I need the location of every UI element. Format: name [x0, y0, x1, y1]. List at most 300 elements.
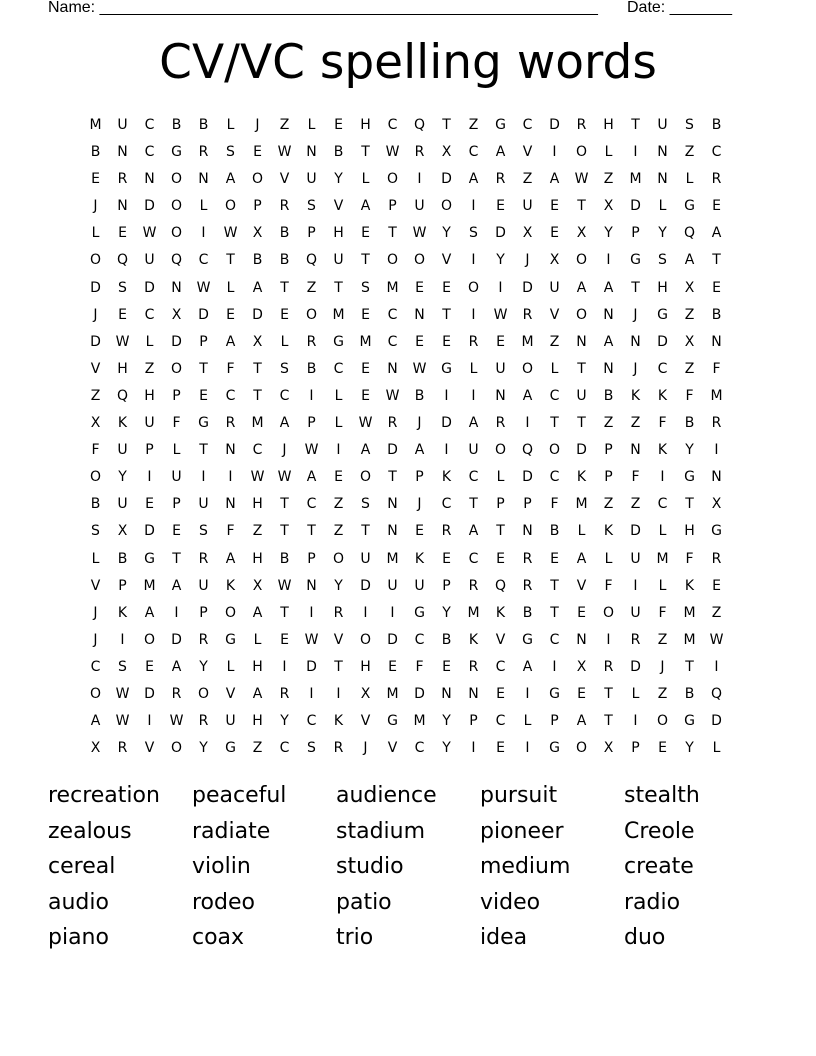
grid-letter: R — [495, 171, 506, 188]
grid-letter: C — [657, 360, 668, 377]
grid-letter: Y — [199, 740, 208, 757]
grid-letter: G — [711, 523, 722, 540]
grid-letter: E — [361, 360, 370, 377]
grid-letter: A — [684, 252, 695, 269]
word-bank-item: cereal — [48, 854, 116, 880]
grid-letter: B — [252, 252, 263, 269]
grid-letter: B — [441, 631, 452, 648]
grid-letter: J — [417, 496, 422, 513]
grid-letter: E — [388, 658, 397, 675]
grid-letter: D — [387, 442, 398, 459]
grid-letter: O — [575, 306, 588, 323]
grid-letter: D — [495, 225, 506, 242]
grid-letter: I — [552, 144, 557, 161]
grid-letter: D — [144, 523, 155, 540]
grid-letter: O — [197, 685, 210, 702]
grid-letter: I — [633, 577, 638, 594]
grid-letter: I — [444, 442, 449, 459]
grid-letter: T — [469, 496, 478, 513]
grid-letter: I — [228, 469, 233, 486]
grid-letter: R — [441, 523, 452, 540]
grid-letter: Z — [630, 415, 641, 432]
grid-letter: A — [252, 604, 263, 621]
grid-letter: L — [91, 225, 100, 242]
grid-letter: V — [279, 171, 290, 188]
grid-letter: T — [685, 658, 694, 675]
grid-letter: C — [279, 740, 290, 757]
grid-letter: I — [552, 658, 557, 675]
grid-letter: L — [712, 740, 721, 757]
grid-letter: R — [711, 550, 722, 567]
grid-letter: Q — [710, 685, 723, 702]
grid-letter: E — [118, 306, 127, 323]
grid-letter: K — [225, 577, 236, 594]
grid-letter: A — [252, 685, 263, 702]
grid-letter: D — [252, 306, 263, 323]
grid-letter: O — [413, 252, 426, 269]
grid-letter: B — [279, 225, 290, 242]
grid-letter: P — [145, 442, 154, 459]
grid-letter: E — [361, 225, 370, 242]
grid-letter: W — [385, 387, 400, 404]
grid-letter: K — [576, 469, 587, 486]
grid-letter: I — [714, 442, 719, 459]
word-bank-item: radio — [624, 889, 681, 915]
grid-letter: O — [521, 360, 534, 377]
grid-letter: I — [525, 685, 530, 702]
grid-letter: O — [332, 550, 345, 567]
grid-letter: L — [334, 415, 343, 432]
grid-letter: U — [387, 577, 398, 594]
grid-letter: J — [525, 252, 530, 269]
grid-letter: L — [685, 171, 694, 188]
grid-letter: N — [495, 387, 506, 404]
grid-letter: R — [171, 685, 182, 702]
grid-letter: F — [226, 523, 235, 540]
grid-letter: B — [549, 523, 560, 540]
grid-letter: C — [414, 740, 425, 757]
grid-letter: G — [522, 631, 533, 648]
grid-letter: H — [252, 713, 263, 730]
grid-letter: E — [199, 387, 208, 404]
grid-letter: W — [196, 279, 211, 296]
grid-letter: E — [496, 198, 505, 215]
grid-letter: W — [493, 306, 508, 323]
grid-letter: N — [576, 333, 587, 350]
grid-letter: F — [226, 360, 235, 377]
grid-letter: T — [280, 604, 289, 621]
grid-letter: A — [468, 171, 479, 188]
grid-letter: O — [440, 198, 453, 215]
grid-letter: W — [304, 631, 319, 648]
grid-letter: G — [414, 604, 425, 621]
grid-letter: R — [414, 144, 425, 161]
grid-letter: B — [333, 144, 344, 161]
grid-letter: L — [658, 198, 667, 215]
grid-letter: K — [630, 387, 641, 404]
grid-letter: Z — [630, 496, 641, 513]
grid-letter: L — [199, 198, 208, 215]
grid-letter: A — [603, 279, 614, 296]
grid-letter: G — [684, 713, 695, 730]
grid-letter: W — [304, 442, 319, 459]
grid-letter: U — [549, 279, 560, 296]
grid-letter: W — [115, 333, 130, 350]
grid-letter: B — [603, 387, 614, 404]
grid-letter: L — [172, 442, 181, 459]
word-bank-item: stadium — [336, 818, 426, 844]
grid-letter: W — [250, 469, 265, 486]
grid-letter: Q — [521, 442, 534, 459]
grid-letter: D — [144, 279, 155, 296]
grid-letter: W — [412, 225, 427, 242]
grid-letter: O — [575, 144, 588, 161]
grid-letter: C — [549, 631, 560, 648]
grid-letter: H — [684, 523, 695, 540]
grid-letter: X — [441, 144, 452, 161]
grid-letter: R — [333, 740, 344, 757]
grid-letter: O — [170, 198, 183, 215]
grid-letter: K — [414, 550, 425, 567]
grid-letter: K — [333, 713, 344, 730]
grid-letter: R — [603, 658, 614, 675]
grid-letter: U — [630, 604, 641, 621]
grid-letter: T — [712, 252, 721, 269]
grid-letter: C — [468, 469, 479, 486]
word-bank-item: coax — [192, 925, 245, 951]
grid-letter: E — [712, 279, 721, 296]
grid-letter: R — [225, 415, 236, 432]
grid-letter: G — [630, 252, 641, 269]
grid-letter: Z — [684, 144, 695, 161]
grid-letter: M — [386, 550, 399, 567]
grid-letter: I — [471, 740, 476, 757]
grid-letter: G — [684, 198, 695, 215]
grid-letter: B — [684, 415, 695, 432]
grid-letter: F — [658, 604, 667, 621]
word-bank-item: pursuit — [480, 783, 558, 808]
grid-letter: N — [711, 333, 722, 350]
grid-letter: E — [496, 740, 505, 757]
grid-letter: O — [89, 252, 102, 269]
grid-letter: C — [198, 252, 209, 269]
grid-letter: M — [575, 496, 588, 513]
grid-letter: M — [683, 631, 696, 648]
grid-letter: P — [307, 550, 316, 567]
grid-letter: X — [549, 252, 560, 269]
grid-letter: Z — [279, 117, 290, 133]
grid-letter: O — [467, 279, 480, 296]
grid-letter: R — [333, 604, 344, 621]
grid-letter: U — [225, 713, 236, 730]
word-bank-item: violin — [192, 854, 251, 880]
grid-letter: Z — [549, 333, 560, 350]
grid-letter: R — [468, 577, 479, 594]
grid-letter: G — [171, 144, 182, 161]
grid-letter: M — [629, 171, 642, 188]
date-field-label: Date: _______ — [627, 0, 732, 16]
grid-letter: I — [606, 631, 611, 648]
grid-letter: Z — [603, 496, 614, 513]
grid-letter: A — [522, 658, 533, 675]
grid-letter: P — [199, 604, 208, 621]
grid-letter: G — [657, 306, 668, 323]
grid-letter: P — [172, 387, 181, 404]
grid-letter: S — [361, 279, 370, 296]
grid-letter: B — [171, 117, 182, 133]
grid-letter: L — [91, 550, 100, 567]
grid-letter: A — [171, 658, 182, 675]
grid-letter: U — [117, 117, 128, 133]
grid-letter: X — [117, 523, 128, 540]
grid-letter: F — [91, 442, 100, 459]
grid-letter: I — [471, 387, 476, 404]
grid-letter: N — [630, 442, 641, 459]
grid-letter: F — [712, 360, 721, 377]
grid-letter: E — [577, 604, 586, 621]
grid-letter: I — [714, 658, 719, 675]
grid-letter: C — [549, 387, 560, 404]
grid-letter: L — [226, 279, 235, 296]
grid-letter: N — [387, 496, 398, 513]
grid-letter: V — [225, 685, 236, 702]
grid-letter: U — [306, 171, 317, 188]
word-bank — [48, 779, 768, 957]
grid-letter: X — [603, 740, 614, 757]
grid-letter: X — [603, 198, 614, 215]
grid-letter: E — [145, 496, 154, 513]
grid-letter: T — [550, 577, 559, 594]
grid-letter: L — [280, 333, 289, 350]
grid-letter: R — [630, 631, 641, 648]
grid-letter: U — [144, 415, 155, 432]
word-bank-item: Creole — [624, 818, 695, 844]
grid-letter: S — [118, 279, 127, 296]
grid-letter: E — [253, 144, 262, 161]
grid-letter: D — [306, 658, 317, 675]
grid-letter: K — [441, 469, 452, 486]
grid-letter: O — [602, 604, 615, 621]
grid-letter: K — [468, 631, 479, 648]
grid-letter: Q — [413, 117, 426, 133]
grid-letter: C — [441, 496, 452, 513]
grid-letter: Y — [280, 713, 289, 730]
grid-letter: C — [279, 387, 290, 404]
grid-letter: Y — [334, 171, 343, 188]
grid-letter: N — [522, 523, 533, 540]
grid-letter: R — [279, 685, 290, 702]
grid-letter: C — [252, 442, 263, 459]
grid-letter: M — [521, 333, 534, 350]
grid-letter: B — [117, 550, 128, 567]
grid-letter: C — [711, 144, 722, 161]
grid-letter: J — [363, 740, 368, 757]
grid-letter: U — [522, 198, 533, 215]
grid-letter: B — [279, 252, 290, 269]
grid-letter: V — [522, 144, 533, 161]
grid-letter: Z — [522, 171, 533, 188]
grid-letter: L — [604, 550, 613, 567]
grid-letter: I — [633, 144, 638, 161]
grid-letter: O — [386, 171, 399, 188]
grid-letter: D — [630, 658, 641, 675]
grid-letter: V — [495, 631, 506, 648]
grid-letter: M — [683, 604, 696, 621]
grid-letter: E — [496, 550, 505, 567]
grid-letter: R — [117, 171, 128, 188]
grid-letter: E — [280, 306, 289, 323]
grid-letter: Y — [685, 442, 694, 459]
grid-letter: O — [251, 171, 264, 188]
grid-letter: U — [495, 360, 506, 377]
grid-letter: V — [90, 577, 101, 594]
grid-letter: N — [468, 685, 479, 702]
grid-letter: I — [309, 604, 314, 621]
grid-letter: V — [333, 631, 344, 648]
grid-letter: F — [685, 550, 694, 567]
grid-letter: E — [658, 740, 667, 757]
grid-letter: I — [336, 442, 341, 459]
grid-letter: N — [657, 171, 668, 188]
grid-letter: T — [361, 252, 370, 269]
grid-letter: P — [307, 225, 316, 242]
grid-letter: N — [441, 685, 452, 702]
grid-letter: Y — [685, 740, 694, 757]
grid-letter: E — [712, 198, 721, 215]
grid-letter: G — [495, 117, 506, 133]
grid-letter: B — [90, 144, 101, 161]
grid-letter: Y — [442, 225, 451, 242]
grid-letter: Q — [170, 252, 183, 269]
grid-letter: O — [143, 631, 156, 648]
word-bank-item: video — [480, 889, 541, 915]
grid-letter: W — [709, 631, 724, 648]
grid-letter: G — [549, 740, 560, 757]
name-field-label: Name: ________________________________________________________ — [48, 0, 598, 16]
word-bank-item: stealth — [624, 783, 700, 808]
grid-letter: C — [522, 117, 533, 133]
grid-letter: S — [118, 658, 127, 675]
grid-letter: N — [387, 523, 398, 540]
grid-letter: P — [496, 496, 505, 513]
grid-letter: U — [117, 496, 128, 513]
grid-letter: I — [471, 306, 476, 323]
word-bank-item: piano — [48, 925, 109, 951]
grid-letter: E — [361, 306, 370, 323]
grid-letter: Z — [468, 117, 479, 133]
grid-letter: K — [684, 577, 695, 594]
grid-letter: T — [685, 496, 694, 513]
worksheet-header — [48, 0, 748, 18]
grid-letter: A — [171, 577, 182, 594]
grid-letter: X — [576, 658, 587, 675]
grid-letter: Z — [252, 740, 263, 757]
grid-letter: B — [711, 306, 722, 323]
grid-letter: A — [468, 523, 479, 540]
grid-letter: J — [660, 658, 665, 675]
grid-letter: R — [279, 198, 290, 215]
grid-letter: W — [358, 415, 373, 432]
grid-letter: I — [120, 631, 125, 648]
grid-letter: M — [710, 387, 723, 404]
grid-letter: E — [91, 171, 100, 188]
grid-letter: R — [198, 713, 209, 730]
grid-letter: A — [144, 604, 155, 621]
grid-letter: K — [603, 523, 614, 540]
grid-letter: Y — [658, 225, 667, 242]
grid-letter: Z — [684, 360, 695, 377]
grid-letter: L — [307, 117, 316, 133]
grid-letter: M — [656, 550, 669, 567]
grid-letter: H — [252, 658, 263, 675]
word-bank-item: peaceful — [192, 783, 287, 808]
grid-letter: W — [115, 685, 130, 702]
grid-letter: P — [415, 469, 424, 486]
grid-letter: Y — [118, 469, 127, 486]
grid-letter: R — [522, 306, 533, 323]
grid-letter: P — [631, 740, 640, 757]
grid-letter: A — [576, 713, 587, 730]
grid-letter: N — [117, 198, 128, 215]
grid-letter: Z — [90, 387, 101, 404]
grid-letter: T — [253, 387, 262, 404]
grid-letter: A — [576, 279, 587, 296]
grid-letter: E — [496, 333, 505, 350]
grid-letter: W — [115, 713, 130, 730]
grid-letter: N — [306, 577, 317, 594]
grid-letter: T — [631, 279, 640, 296]
grid-letter: P — [631, 225, 640, 242]
grid-letter: O — [89, 469, 102, 486]
grid-letter: I — [471, 252, 476, 269]
grid-letter: J — [93, 198, 98, 215]
grid-letter: S — [685, 117, 694, 133]
grid-letter: T — [577, 198, 586, 215]
grid-letter: X — [171, 306, 182, 323]
grid-letter: J — [633, 306, 638, 323]
grid-letter: L — [631, 685, 640, 702]
grid-letter: I — [282, 658, 287, 675]
grid-letter: L — [577, 523, 586, 540]
grid-letter: D — [414, 685, 425, 702]
grid-letter: Q — [305, 252, 318, 269]
grid-letter: F — [685, 387, 694, 404]
grid-letter: N — [630, 333, 641, 350]
grid-letter: P — [604, 442, 613, 459]
grid-letter: G — [225, 631, 236, 648]
grid-letter: B — [414, 387, 425, 404]
grid-letter: T — [388, 469, 397, 486]
grid-letter: O — [386, 252, 399, 269]
grid-letter: L — [226, 658, 235, 675]
grid-letter: O — [656, 713, 669, 730]
grid-letter: G — [333, 333, 344, 350]
grid-letter: L — [604, 144, 613, 161]
grid-letter: A — [711, 225, 722, 242]
grid-letter: S — [91, 523, 100, 540]
grid-letter: B — [90, 496, 101, 513]
grid-letter: A — [414, 442, 425, 459]
grid-letter: A — [576, 550, 587, 567]
grid-letter: L — [550, 360, 559, 377]
grid-letter: M — [386, 685, 399, 702]
grid-letter: J — [93, 306, 98, 323]
grid-letter: Z — [603, 171, 614, 188]
grid-letter: X — [90, 415, 101, 432]
grid-letter: R — [198, 144, 209, 161]
grid-letter: P — [172, 496, 181, 513]
grid-letter: I — [309, 387, 314, 404]
